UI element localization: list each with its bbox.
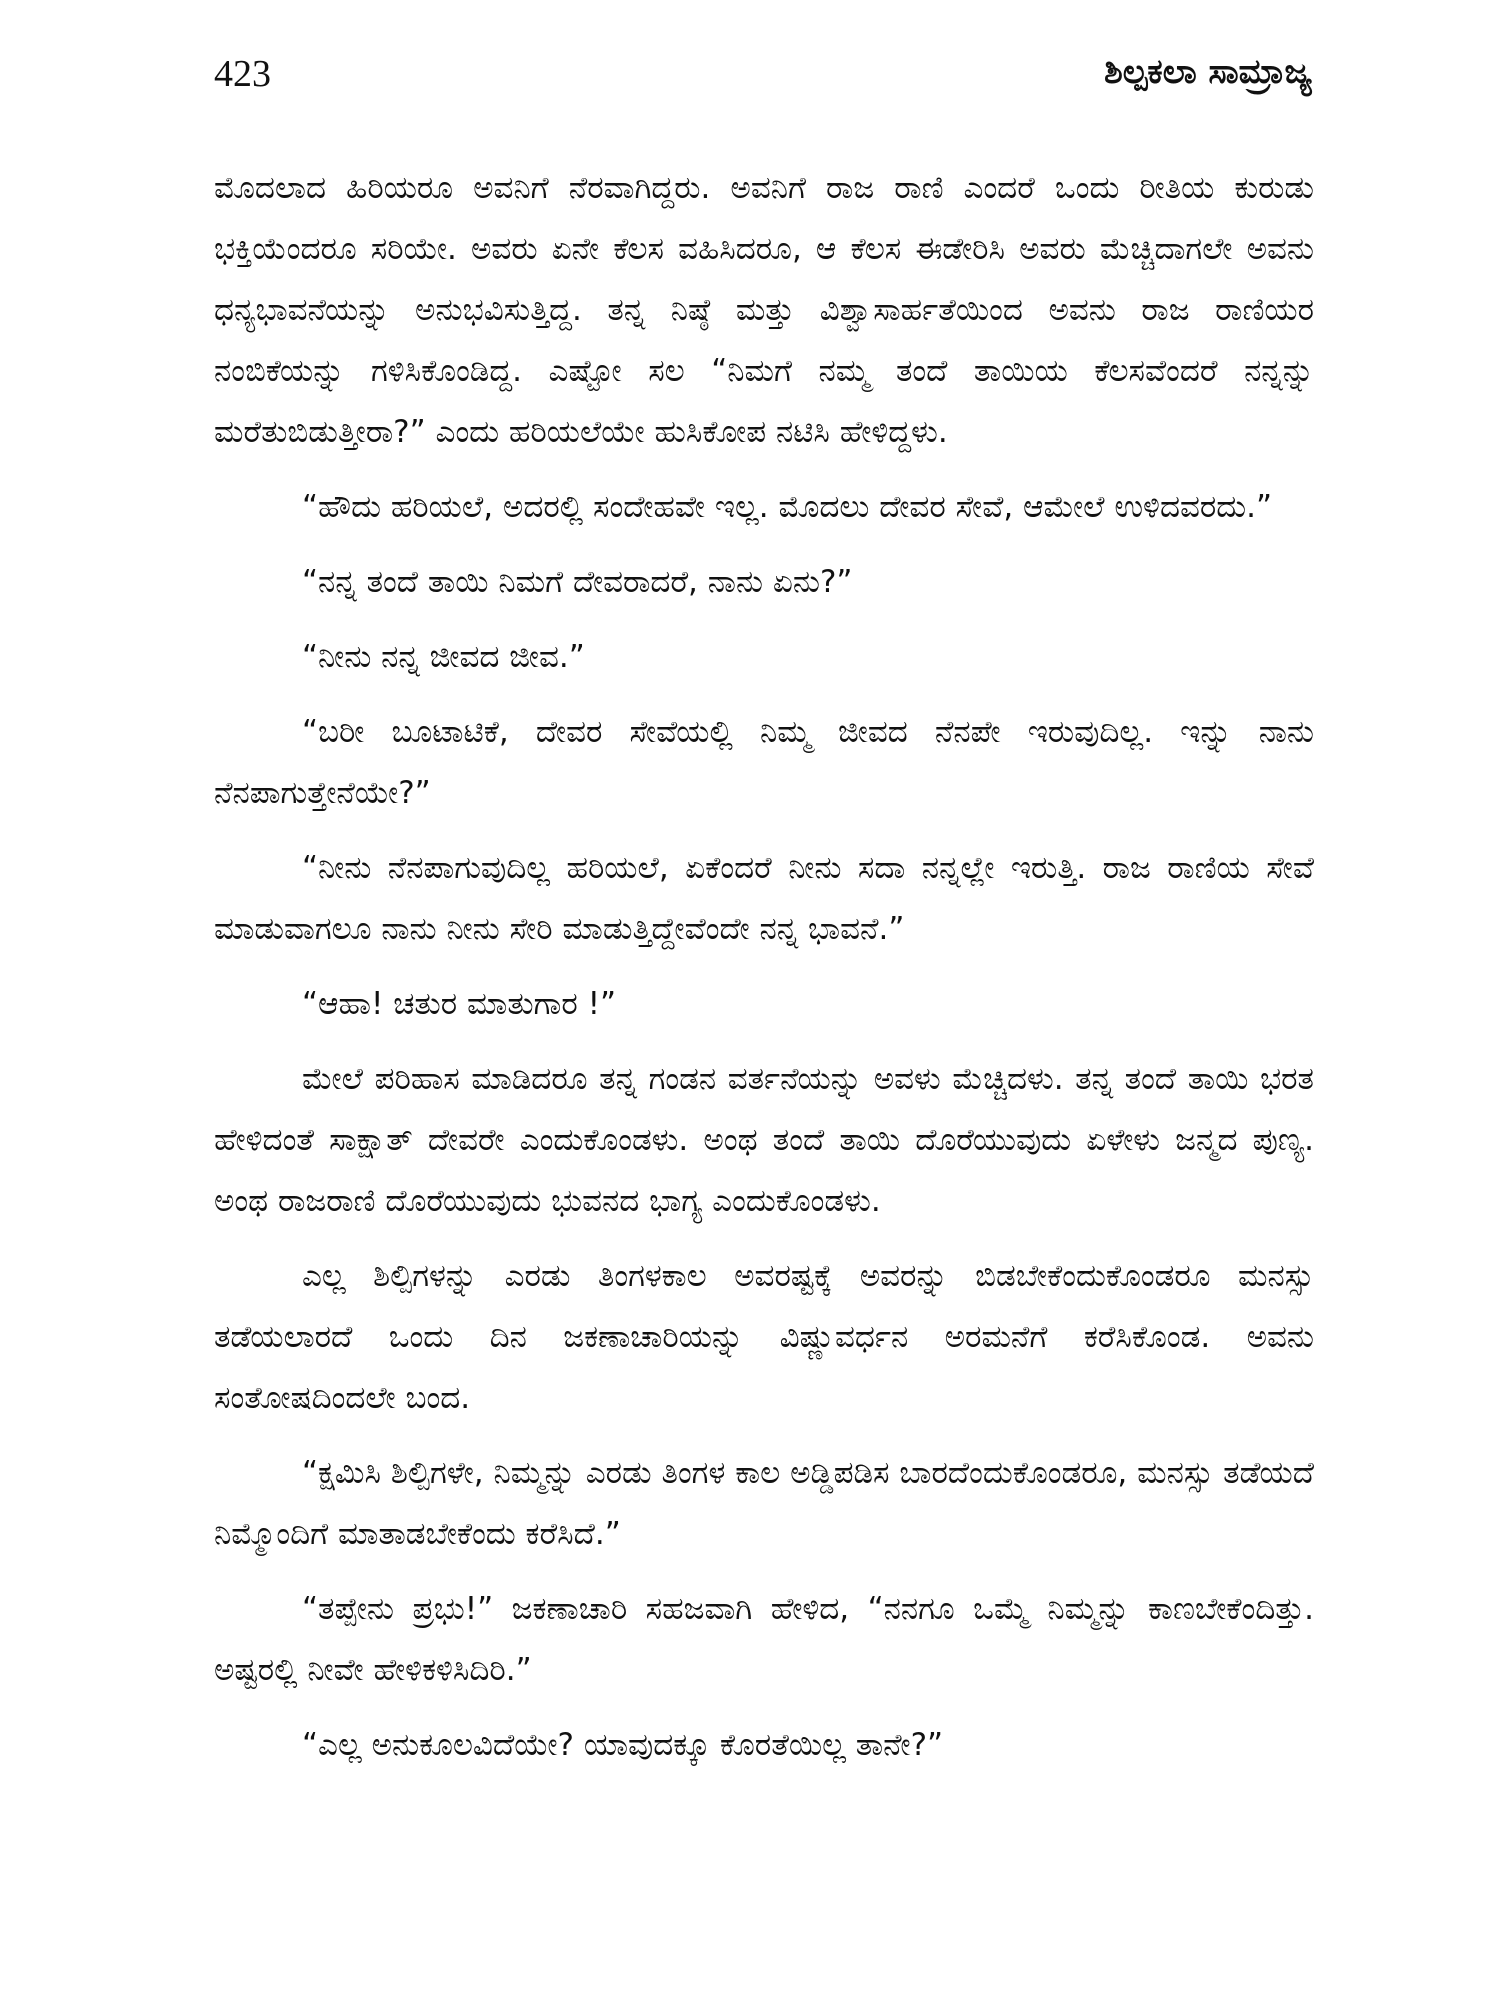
paragraph: ಮೊದಲಾದ ಹಿರಿಯರೂ ಅವನಿಗೆ ನೆರವಾಗಿದ್ದರು. ಅವನಿಗೆ ರಾಜ ರಾಣಿ ಎಂದರೆ ಒಂದು ರೀತಿಯ ಕುರುಡು ಭಕ್ತಿಯೆಂದರೂ ಸರಿಯೇ. ಅವರು ಏನೇ ಕೆಲಸ ವಹಿಸಿದರೂ, ಆ ಕೆಲಸ ಈಡೇರಿಸಿ ಅವರು ಮೆಚ್ಚಿದಾಗಲೇ ಅವನು ಧನ್ಯಭಾವನೆಯನ್ನು ಅನುಭವಿಸುತ್ತಿದ್ದ. ತನ್ನ ನಿಷ್ಠೆ ಮತ್ತು ವಿಶ್ವಾಸಾರ್ಹತೆಯಿಂದ ಅವನು ರಾಜ ರಾಣಿಯರ ನಂಬಿಕೆಯನ್ನು ಗಳಿಸಿಕೊಂಡಿದ್ದ. ಎಷ್ಟೋ ಸಲ “ನಿಮಗೆ ನಮ್ಮ ತಂದೆ ತಾಯಿಯ ಕೆಲಸವೆಂದರೆ ನನ್ನನ್ನು ಮರೆತುಬಿಡುತ್ತೀರಾ?” ಎಂದು ಹರಿಯಲೆಯೇ ಹುಸಿಕೋಪ ನಟಿಸಿ ಹೇಳಿದ್ದಳು. bbox=[214, 170, 1314, 450]
paragraph: “ಬರೀ ಬೂಟಾಟಿಕೆ, ದೇವರ ಸೇವೆಯಲ್ಲಿ ನಿಮ್ಮ ಜೀವದ ನೆನಪೇ ಇರುವುದಿಲ್ಲ. ಇನ್ನು ನಾನು ನೆನಪಾಗುತ್ತೇನೆಯೇ?” bbox=[214, 714, 1314, 811]
paragraph: ಮೇಲೆ ಪರಿಹಾಸ ಮಾಡಿದರೂ ತನ್ನ ಗಂಡನ ವರ್ತನೆಯನ್ನು ಅವಳು ಮೆಚ್ಚಿದಳು. ತನ್ನ ತಂದೆ ತಾಯಿ ಭರತ ಹೇಳಿದಂತೆ ಸಾಕ್ಷಾತ್ ದೇವರೇ ಎಂದುಕೊಂಡಳು. ಅಂಥ ತಂದೆ ತಾಯಿ ದೊರೆಯುವುದು ಏಳೇಳು ಜನ್ಮದ ಪುಣ್ಯ. ಅಂಥ ರಾಜರಾಣಿ ದೊರೆಯುವುದು ಭುವನದ ಭಾಗ್ಯ ಎಂದುಕೊಂಡಳು. bbox=[214, 1061, 1314, 1219]
running-title: ಶಿಲ್ಪಕಲಾ ಸಾಮ್ರಾಜ್ಯ bbox=[1104, 52, 1312, 92]
paragraph: “ನೀನು ನನ್ನ ಜೀವದ ಜೀವ.” bbox=[302, 639, 585, 675]
paragraph: “ಕ್ಷಮಿಸಿ ಶಿಲ್ಪಿಗಳೇ, ನಿಮ್ಮನ್ನು ಎರಡು ತಿಂಗಳ ಕಾಲ ಅಡ್ಡಿಪಡಿಸ ಬಾರದೆಂದುಕೊಂಡರೂ, ಮನಸ್ಸು ತಡೆಯದೆ ನಿಮ್ಮೊಂದಿಗೆ ಮಾತಾಡಬೇಕೆಂದು ಕರೆಸಿದೆ.” bbox=[214, 1455, 1314, 1552]
page-number: 423 bbox=[214, 53, 271, 95]
paragraph: ಎಲ್ಲ ಶಿಲ್ಪಿಗಳನ್ನು ಎರಡು ತಿಂಗಳಕಾಲ ಅವರಷ್ಟಕ್ಕೆ ಅವರನ್ನು ಬಿಡಬೇಕೆಂದುಕೊಂಡರೂ ಮನಸ್ಸು ತಡೆಯಲಾರದೆ ಒಂದು ದಿನ ಜಕಣಾಚಾರಿಯನ್ನು ವಿಷ್ಣುವರ್ಧನ ಅರಮನೆಗೆ ಕರೆಸಿಕೊಂಡ. ಅವನು ಸಂತೋಷದಿಂದಲೇ ಬಂದ. bbox=[214, 1258, 1314, 1416]
paragraph: “ಎಲ್ಲ ಅನುಕೂಲವಿದೆಯೇ? ಯಾವುದಕ್ಕೂ ಕೊರತೆಯಿಲ್ಲ ತಾನೇ?” bbox=[302, 1727, 944, 1763]
body-text bbox=[214, 158, 1314, 1790]
paragraph: “ನೀನು ನೆನಪಾಗುವುದಿಲ್ಲ ಹರಿಯಲೆ, ಏಕೆಂದರೆ ನೀನು ಸದಾ ನನ್ನಲ್ಲೇ ಇರುತ್ತಿ. ರಾಜ ರಾಣಿಯ ಸೇವೆ ಮಾಡುವಾಗಲೂ ನಾನು ನೀನು ಸೇರಿ ಮಾಡುತ್ತಿದ್ದೇವೆಂದೇ ನನ್ನ ಭಾವನೆ.” bbox=[214, 850, 1314, 947]
paragraph: “ತಪ್ಪೇನು ಪ್ರಭು!” ಜಕಣಾಚಾರಿ ಸಹಜವಾಗಿ ಹೇಳಿದ, “ನನಗೂ ಒಮ್ಮೆ ನಿಮ್ಮನ್ನು ಕಾಣಬೇಕೆಂದಿತ್ತು. ಅಷ್ಟರಲ್ಲಿ ನೀವೇ ಹೇಳಿಕಳಿಸಿದಿರಿ.” bbox=[214, 1591, 1314, 1688]
paragraph: “ನನ್ನ ತಂದೆ ತಾಯಿ ನಿಮಗೆ ದೇವರಾದರೆ, ನಾನು ಏನು?” bbox=[302, 564, 853, 600]
paragraph: “ಆಹಾ! ಚತುರ ಮಾತುಗಾರ !” bbox=[302, 986, 617, 1022]
paragraph: “ಹೌದು ಹರಿಯಲೆ, ಅದರಲ್ಲಿ ಸಂದೇಹವೇ ಇಲ್ಲ. ಮೊದಲು ದೇವರ ಸೇವೆ, ಆಮೇಲೆ ಉಳಿದವರದು.” bbox=[302, 489, 1273, 525]
